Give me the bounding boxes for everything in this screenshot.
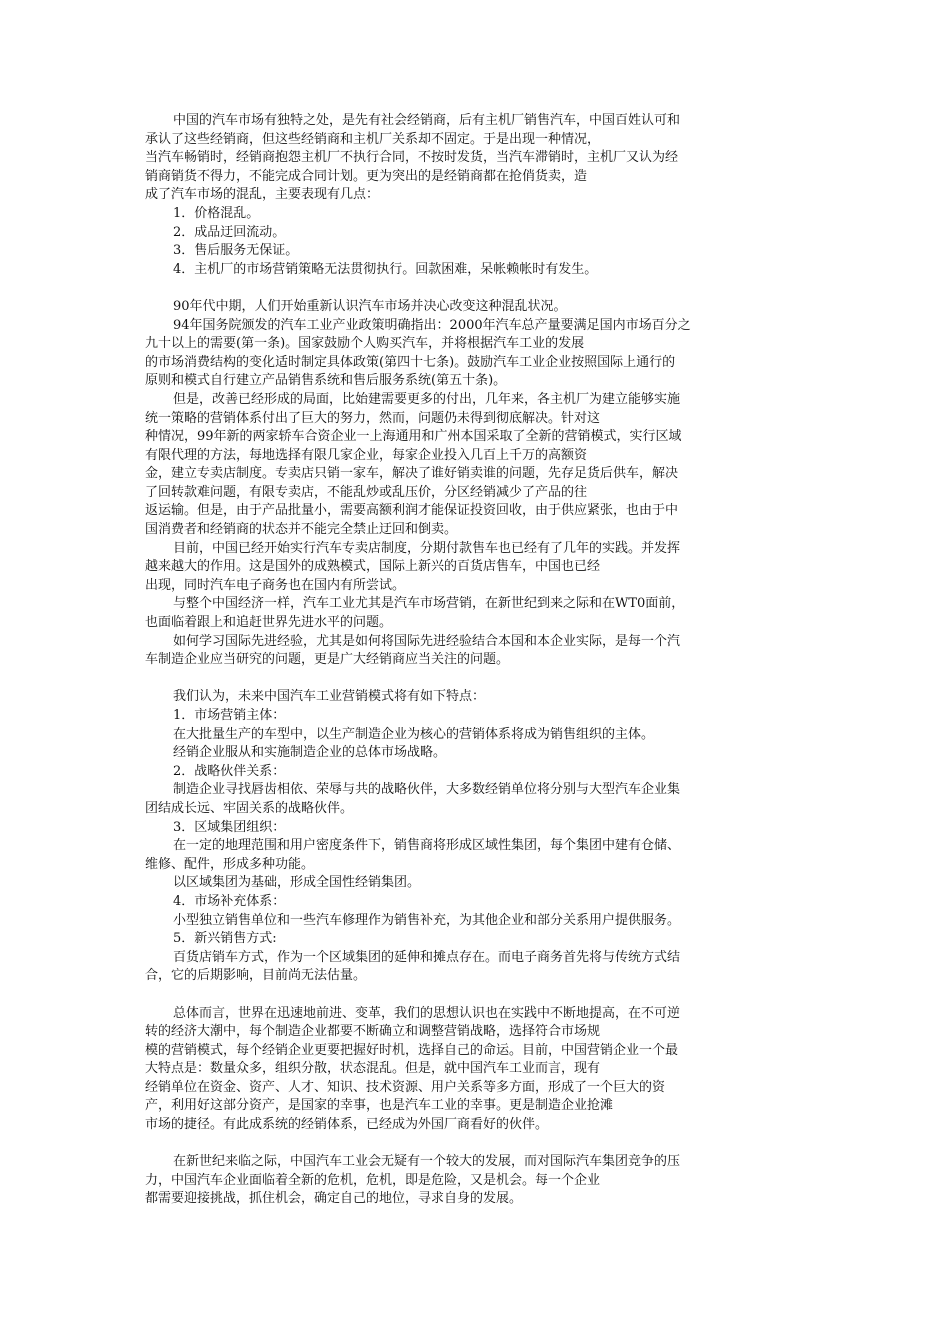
- text-line: 车制造企业应当研究的问题，更是广大经销商应当关注的问题。: [145, 652, 510, 668]
- text-line: 市场的捷径。有此成系统的经销体系，已经成为外国厂商看好的伙伴。: [145, 1117, 549, 1133]
- text-line: 越来越大的作用。这是国外的成熟模式，国际上新兴的百货店售车，中国也已经: [145, 559, 601, 575]
- text-line: 在新世纪来临之际，中国汽车工业会无疑有一个较大的发展，而对国际汽车集团竞争的压: [173, 1154, 681, 1170]
- text-line: 力，中国汽车企业面临着全新的危机，危机，即是危险，又是机会。每一个企业: [145, 1172, 601, 1188]
- text-line: 的市场消费结构的变化适时制定具体政策(第四十七条)。鼓励汽车工业企业按照国际上通行的: [145, 354, 676, 370]
- text-line: 我们认为，未来中国汽车工业营销模式将有如下特点：: [173, 689, 486, 705]
- blank-line: [145, 279, 805, 298]
- text-line: 也面临着跟上和追赶世界先进水平的问题。: [145, 615, 393, 631]
- text-line: 3．售后服务无保证。: [173, 243, 299, 259]
- blank-line: [145, 1135, 805, 1154]
- text-line: 1．价格混乱。: [173, 205, 260, 221]
- text-line: 与整个中国经济一样，汽车工业尤其是汽车市场营销，在新世纪到来之际和在WT0面前，: [173, 596, 685, 612]
- blank-line: [145, 986, 805, 1005]
- text-line: 2．成品迂回流动。: [173, 224, 286, 240]
- text-line: 如何学习国际先进经验，尤其是如何将国际先进经验结合本国和本企业实际，是每一个汽: [173, 633, 681, 649]
- text-line: 2．战略伙伴关系：: [173, 763, 286, 779]
- text-line: 金，建立专卖店制度。专卖店只销一家车，解决了谁好销卖谁的问题，先存足货后供车，解决: [145, 466, 679, 482]
- text-line: 在大批量生产的车型中，以生产制造企业为核心的营销体系将成为销售组织的主体。: [173, 726, 655, 742]
- text-line: 大特点是：数量众多，组织分散，状态混乱。但是，就中国汽车工业而言，现有: [145, 1061, 601, 1077]
- text-line: 百货店销车方式，作为一个区域集团的延伸和摊点存在。而电子商务首先将与传统方式结: [173, 949, 681, 965]
- text-line: 模的营销模式，每个经销企业更要把握好时机，选择自己的命运。目前，中国营销企业一个最: [145, 1042, 679, 1058]
- text-line: 中国的汽车市场有独特之处，是先有社会经销商，后有主机厂销售汽车，中国百姓认可和: [173, 113, 681, 128]
- text-line: 有限代理的方法，每地选择有限几家企业，每家企业投入几百上千万的高额资: [145, 447, 588, 463]
- text-line: 维修、配件，形成多种功能。: [145, 856, 315, 872]
- text-line: 原则和模式自行建立产品销售系统和售后服务系统(第五十条)。: [145, 373, 507, 389]
- document-body: [145, 112, 805, 1209]
- text-line: 九十以上的需要(第一条)。国家鼓励个人购买汽车，并将根据汽车工业的发展: [145, 336, 585, 352]
- text-line: 总体而言，世界在迅速地前进、变革，我们的思想认识也在实践中不断地提高，在不可逆: [173, 1005, 681, 1021]
- text-line: 都需要迎接挑战，抓住机会，确定自己的地位，寻求自身的发展。: [145, 1191, 523, 1207]
- text-line: 种情况，99年新的两家轿车合资企业一上海通用和广州本国采取了全新的营销模式，实行区域: [145, 429, 682, 445]
- text-line: 94年国务院颁发的汽车工业产业政策明确指出：2000年汽车总产量要满足国内市场百分之: [173, 317, 691, 333]
- text-line: 经销企业服从和实施制造企业的总体市场战略。: [173, 745, 447, 761]
- text-line: 3．区域集团组织：: [173, 819, 286, 835]
- text-line: 4．主机厂的市场营销策略无法贯彻执行。回款困难，呆帐赖帐时有发生。: [173, 261, 598, 277]
- text-line: 经销单位在资金、资产、人才、知识、技术资源、用户关系等多方面，形成了一个巨大的资: [145, 1079, 666, 1095]
- text-line: 产，利用好这部分资产，是国家的幸事，也是汽车工业的幸事。更是制造企业抢滩: [145, 1098, 614, 1114]
- text-line: 出现，同时汽车电子商务也在国内有所尝试。: [145, 577, 406, 593]
- text-line: 团结成长远、牢固关系的战略伙伴。: [145, 800, 354, 816]
- text-line: 制造企业寻找唇齿相依、荣辱与共的战略伙伴，大多数经销单位将分别与大型汽车企业集: [173, 782, 681, 798]
- text-line: 国消费者和经销商的状态并不能完全禁止迂回和倒卖。: [145, 522, 458, 538]
- text-line: 在一定的地理范围和用户密度条件下，销售商将形成区域性集团，每个集团中建有仓储、: [173, 838, 681, 854]
- text-line: 但是，改善已经形成的局面，比始建需要更多的付出，几年来，各主机厂为建立能够实施: [173, 391, 681, 407]
- text-line: 4．市场补充体系：: [173, 893, 286, 909]
- text-line: 返运输。但是，由于产品批量小，需要高额利润才能保证投资回收，由于供应紧张，也由于中: [145, 503, 679, 519]
- text-line: 了回转款难问题，有限专卖店，不能乱炒或乱压价，分区经销减少了产品的往: [145, 484, 588, 500]
- text-line: 转的经济大潮中，每个制造企业都要不断确立和调整营销战略，选择符合市场规: [145, 1024, 601, 1040]
- text-line: 成了汽车市场的混乱，主要表现有几点：: [145, 187, 380, 203]
- text-line: 5．新兴销售方式:: [173, 931, 277, 947]
- text-line: 销商销货不得力，不能完成合同计划。更为突出的是经销商都在抢俏货卖，造: [145, 168, 588, 184]
- text-line: 90年代中期，人们开始重新认识汽车市场并决心改变这种混乱状况。: [173, 298, 567, 314]
- text-line: 1．市场营销主体：: [173, 708, 286, 723]
- text-line: 统一策略的营销体系付出了巨大的努力，然而，问题仍未得到彻底解决。针对这: [145, 410, 601, 426]
- text-line: 合，它的后期影响，目前尚无法估量。: [145, 968, 367, 984]
- blank-line: [145, 670, 805, 689]
- text-line: 目前，中国已经开始实行汽车专卖店制度，分期付款售车也已经有了几年的实践。并发挥: [173, 540, 681, 556]
- text-line: 承认了这些经销商，但这些经销商和主机厂关系却不固定。于是出现一种情况，: [145, 131, 601, 147]
- text-line: 小型独立销售单位和一些汽车修理作为销售补充，为其他企业和部分关系用户提供服务。: [173, 912, 681, 928]
- text-line: 当汽车畅销时，经销商抱怨主机厂不执行合同，不按时发货，当汽车滞销时，主机厂又认为经: [145, 150, 679, 166]
- text-line: 以区域集团为基础，形成全国性经销集团。: [173, 875, 421, 891]
